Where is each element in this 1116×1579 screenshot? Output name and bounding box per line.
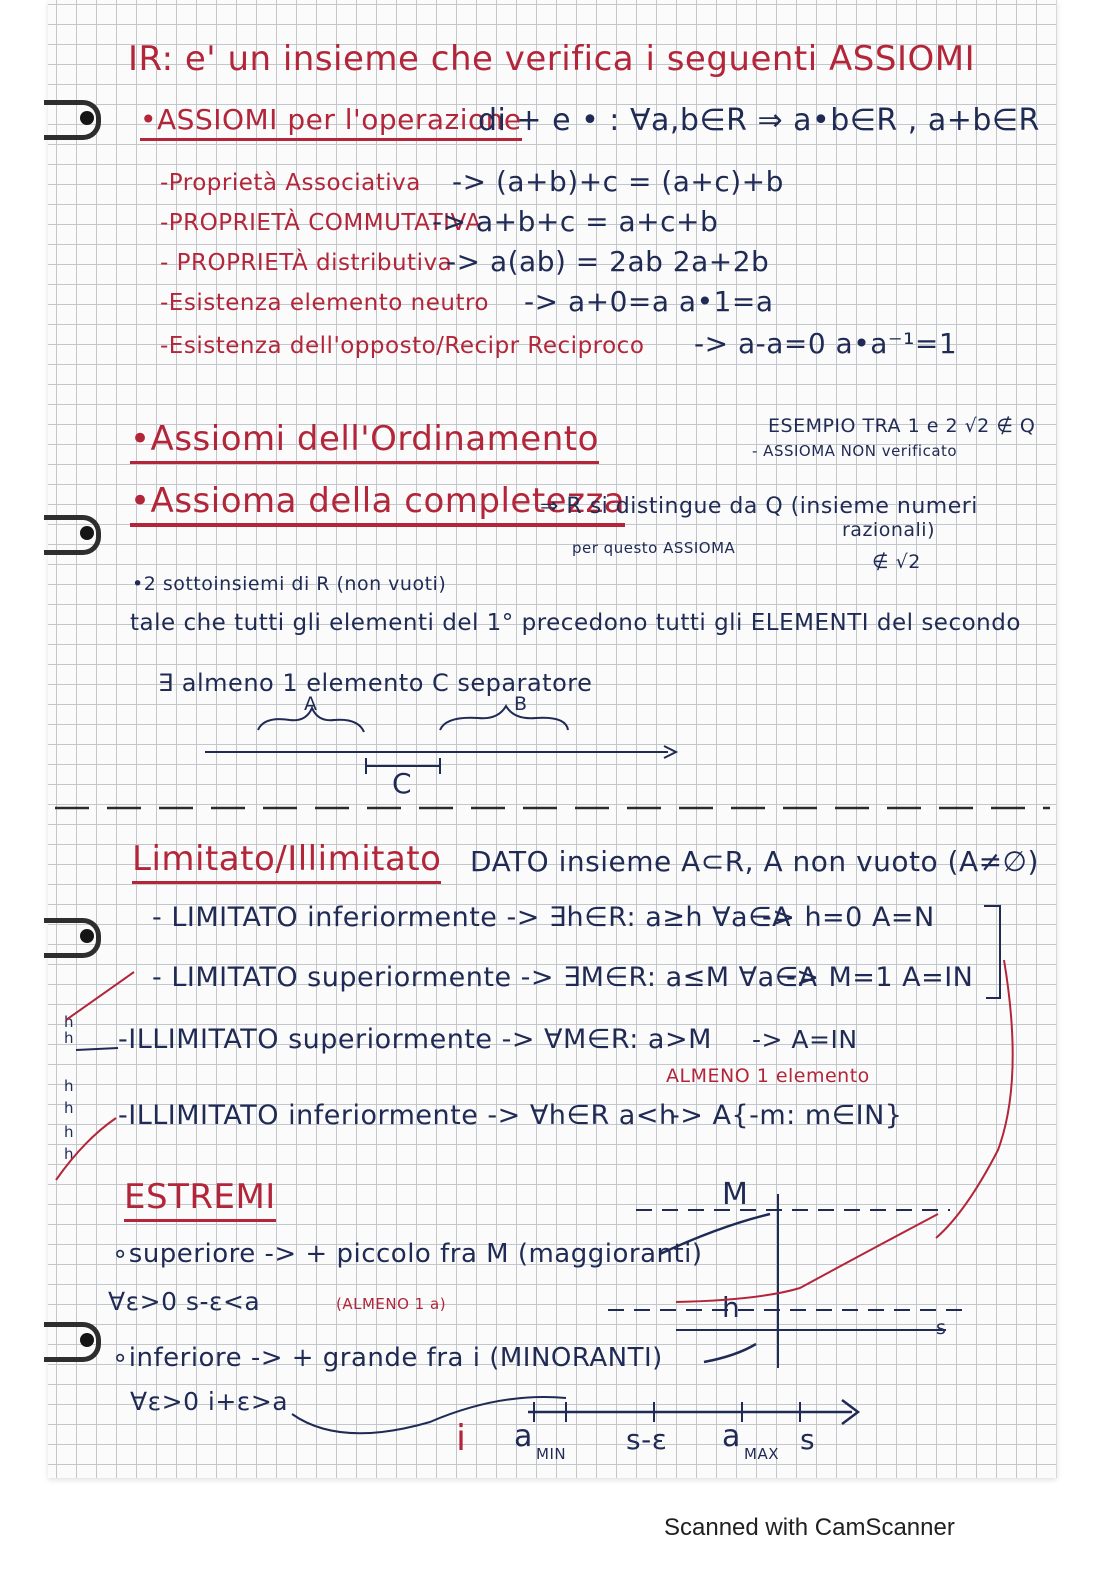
exists-separator-text: ∃ almeno 1 elemento C separatore [158,669,593,697]
axis-label-amin: a [514,1419,533,1454]
brace-set-a [258,708,364,732]
separator-c-label: C [392,767,413,800]
prop-formula-5: -> a-a=0 a•a⁻¹=1 [694,327,958,360]
margin-h-1: h [64,1013,75,1031]
inf-definition: ∘inferiore -> + grande fra i (MINORANTI) [112,1343,663,1373]
axis-sub-min: MIN [536,1445,567,1463]
completeness-rest: ⇒ R si distingue da Q (insieme numeri [540,494,978,519]
limits-row-3: -ILLIMITATO superiormente -> ∀M∈R: a>M [118,1024,712,1055]
axis-label-i: i [456,1418,467,1459]
margin-h-4: h [64,1099,75,1117]
brace-set-b [440,706,568,730]
margin-h-2: h [64,1029,75,1047]
prop-formula-4: -> a+0=a a•1=a [524,285,774,318]
sup-pointer-arrow [660,1214,770,1254]
limits-row-1-result: -> h=0 A=N [762,902,935,933]
prop-formula-3: -> a(ab) = 2ab 2a+2b [446,245,770,278]
inf-curve-arrow [292,1397,566,1433]
prop-label-3: - PROPRIETÀ distributiva [160,250,453,276]
limits-bracket [984,906,1000,998]
at-least-note: ALMENO 1 elemento [666,1065,870,1087]
sup-condition: ∀ε>0 s-ε<a [108,1287,261,1316]
margin-h-3: h [64,1077,75,1095]
scanner-watermark: Scanned with CamScanner [664,1514,955,1541]
margin-h-5: h [64,1123,75,1141]
margin-blue-stroke [76,1048,118,1050]
margin-red-stroke-2 [56,1118,116,1180]
limits-row-1: - LIMITATO inferiormente -> ∃h∈R: a≥h ∀a∈A [152,902,792,933]
prop-label-4: -Esistenza elemento neutro [160,290,489,316]
completeness-rest-2: razionali) [842,519,935,541]
ordering-heading: •Assiomi dell'Ordinamento [130,420,599,464]
limits-rest: DATO insieme A⊂R, A non vuoto (A≠∅) [470,845,1039,878]
prop-label-5: -Esistenza dell'opposto/Recipr Reciproco [160,333,645,359]
ordering-example-note: - ASSIOMA NON verificato [752,442,958,460]
subsets-text: •2 sottoinsiemi di R (non vuoti) [132,573,447,595]
red-connector-curve [936,960,1013,1238]
limits-row-2-result: -> M=1 A=IN [786,962,974,993]
inf-pointer-arrow [704,1344,756,1362]
margin-red-stroke-1 [66,972,134,1020]
graph-label-M: M [722,1177,749,1212]
set-a-label: A [304,693,318,715]
graph-label-s: s [936,1317,947,1339]
limits-row-2: - LIMITATO superiormente -> ∃M∈R: a≤M ∀a∈A [152,962,818,993]
prop-label-1: -Proprietà Associativa [160,170,421,196]
axioms-ops-heading: •ASSIOMI per l'operazione [140,104,522,141]
prop-label-2: -PROPRIETÀ COMMUTATIVA [160,210,482,236]
completeness-note-2: ∉ √2 [872,551,921,573]
graph-label-h: h [722,1291,741,1324]
limits-row-4-result: -> A{-m: m∈IN} [670,1100,903,1131]
ordering-example: ESEMPIO TRA 1 e 2 √2 ∉ Q [768,415,1036,437]
completeness-note: per questo ASSIOMA [572,539,736,557]
axis-sub-max: MAX [744,1445,779,1463]
such-that-text: tale che tutti gli elementi del 1° precedono tutti gli ELEMENTI del secondo [130,610,1021,636]
limits-row-3-result: -> A=IN [752,1025,858,1054]
axis-label-s: s [800,1423,816,1456]
inf-condition: ∀ε>0 i+ε>a [130,1387,289,1416]
prop-formula-2: -> a+b+c = a+c+b [432,205,719,238]
limits-heading: Limitato/Illimitato [132,840,441,884]
completeness-heading: •Assioma della completezza [130,482,625,527]
page-title: IR: e' un insieme che verifica i seguenti ASSIOMI [128,39,976,79]
set-b-label: B [514,693,528,715]
sup-condition-note: (ALMENO 1 a) [336,1295,447,1313]
limits-row-4: -ILLIMITATO inferiormente -> ∀h∈R a<h [118,1100,677,1131]
margin-h-6: h [64,1145,75,1163]
prop-formula-1: -> (a+b)+c = (a+c)+b [452,165,784,198]
axis-label-s-eps: s-ε [626,1423,668,1456]
axioms-ops-rest: di + e • : ∀a,b∈R ⇒ a•b∈R , a+b∈R [478,103,1040,138]
axis-label-amax: a [722,1419,741,1454]
extremes-heading: ESTREMI [124,1178,276,1222]
graph-red-curve [676,1214,938,1302]
sup-definition: ∘superiore -> + piccolo fra M (maggioranti) [112,1239,703,1269]
